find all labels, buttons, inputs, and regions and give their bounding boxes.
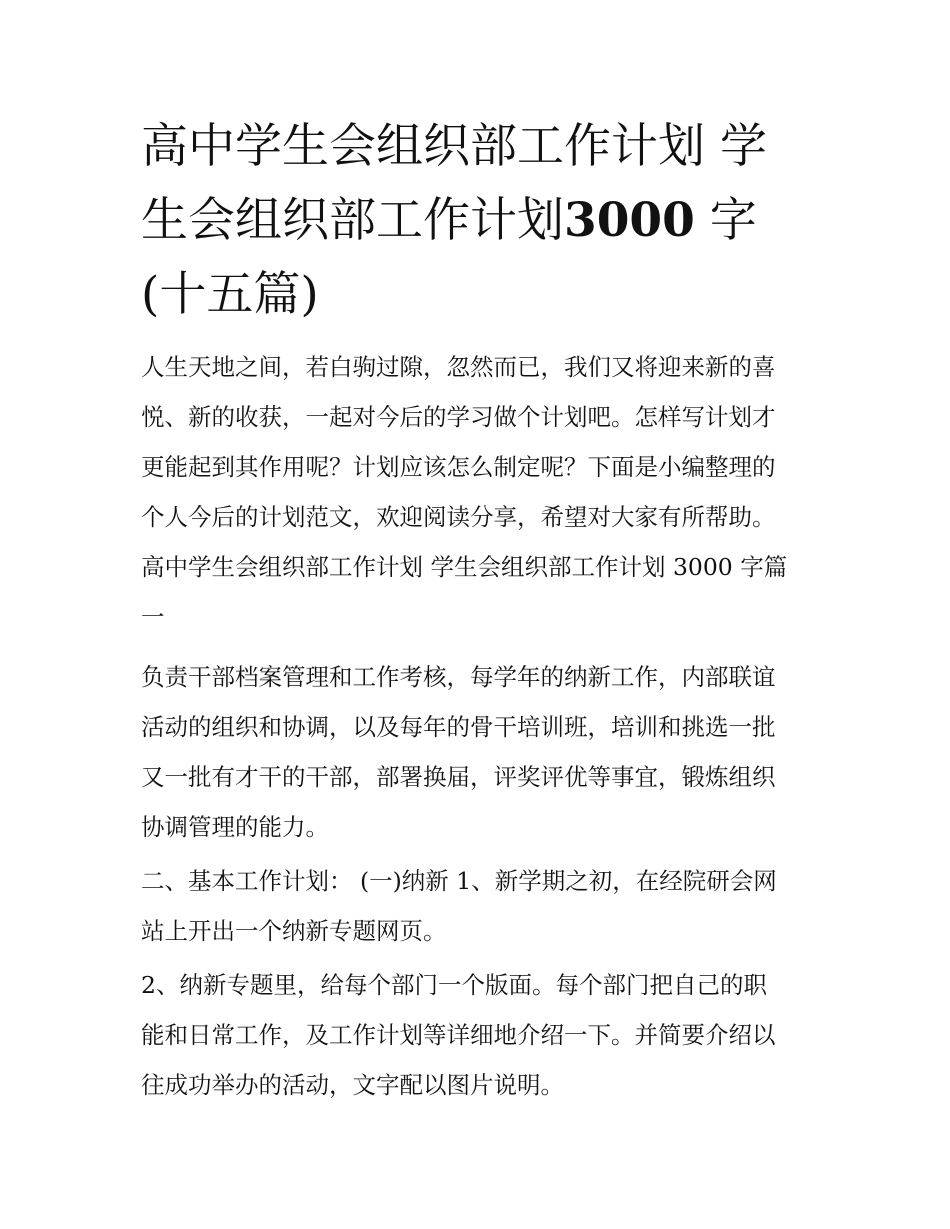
- title-number: 3000: [564, 193, 695, 248]
- title-line-2-suffix: 字: [694, 193, 757, 248]
- duties-line: 又一批有才干的干部，部署换届，评奖评优等事宜，锻炼组织: [141, 763, 776, 791]
- section-heading-line: 高中学生会组织部工作计划 学生会组织部工作计划 3000 字篇: [141, 553, 788, 581]
- section-heading: [141, 542, 816, 642]
- duties-paragraph: [141, 652, 816, 852]
- document-content: [141, 110, 816, 1110]
- intro-line: 个人今后的计划范文，欢迎阅读分享，希望对大家有所帮助。: [141, 503, 776, 531]
- plan-paragraph: [141, 856, 816, 956]
- duties-line: 协调管理的能力。: [141, 813, 329, 841]
- section-heading-line: 一: [141, 603, 165, 631]
- plan-line: 二、基本工作计划： (一)纳新 1、新学期之初，在经院研会网: [141, 867, 777, 895]
- title-line-2-text: 生会组织部工作计划: [141, 193, 564, 248]
- duties-line: 负责干部档案管理和工作考核，每学年的纳新工作，内部联谊: [141, 663, 776, 691]
- title-line-3: (十五篇): [141, 267, 319, 322]
- document-title: [141, 110, 816, 332]
- title-line-1: 高中学生会组织部工作计划 学: [141, 119, 767, 174]
- title-line-2: [141, 184, 816, 258]
- intro-line: 悦、新的收获，一起对今后的学习做个计划吧。怎样写计划才: [141, 403, 776, 431]
- duties-line: 活动的组织和协调，以及每年的骨干培训班，培训和挑选一批: [141, 713, 776, 741]
- plan-line: 站上开出一个纳新专题网页。: [141, 917, 447, 945]
- section-two-line: 2、纳新专题里，给每个部门一个版面。每个部门把自己的职: [141, 971, 767, 999]
- section-two-line: 往成功举办的活动，文字配以图片说明。: [141, 1071, 564, 1099]
- document-body: [141, 342, 816, 1110]
- section-two-paragraph: [141, 960, 816, 1110]
- intro-line: 人生天地之间，若白驹过隙，忽然而已，我们又将迎来新的喜: [141, 353, 776, 381]
- paragraph-spacer: [141, 642, 816, 652]
- intro-paragraph: [141, 342, 816, 542]
- intro-line: 更能起到其作用呢？计划应该怎么制定呢？下面是小编整理的: [141, 453, 776, 481]
- section-two-line: 能和日常工作，及工作计划等详细地介绍一下。并简要介绍以: [141, 1021, 776, 1049]
